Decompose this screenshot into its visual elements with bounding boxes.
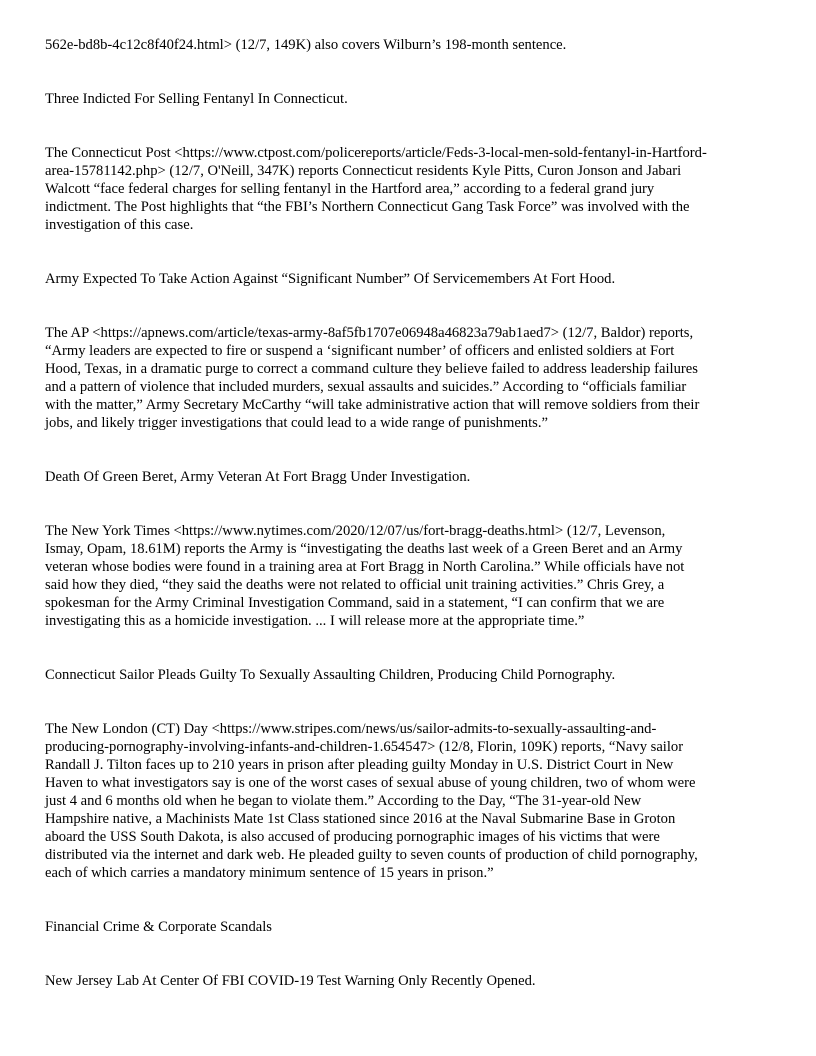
- headline-nj-lab: New Jersey Lab At Center Of FBI COVID-19 Test Warning Only Recently Opened.: [45, 973, 536, 989]
- headline-sailor: Connecticut Sailor Pleads Guilty To Sexually Assaulting Children, Producing Child Pornography.: [45, 667, 616, 683]
- block-spacer: [45, 432, 773, 468]
- block-spacer: [45, 108, 773, 144]
- block-spacer: [45, 882, 773, 918]
- block-spacer: [45, 288, 773, 324]
- article-nytimes: The New York Times <https://www.nytimes.com/2020/12/07/us/fort-bragg-deaths.html> (12/7, Levenson, Ismay, Opam, 18.61M) reports the Army is “investigating the deaths last week of a Green Beret and an Army veteran whose bodies were found in a training area at Fort Bragg in North Carolina.” While officials have not said how they died, “they said the deaths were not related to official unit training activities.” Chris Grey, a spokesman for the Army Criminal Investigation Command, said in a statement, “I can confirm that we are investigating this as a homicide investigation. ... I will release more at the appropriate time.”: [45, 523, 685, 629]
- section-financial-crime: Financial Crime & Corporate Scandals: [45, 919, 272, 935]
- block-spacer: [45, 486, 773, 522]
- fragment-wilburn: 562e-bd8b-4c12c8f40f24.html> (12/7, 149K) also covers Wilburn’s 198-month sentence.: [45, 37, 567, 53]
- block-spacer: [45, 234, 773, 270]
- block-spacer: [45, 936, 773, 972]
- headline-fort-bragg: Death Of Green Beret, Army Veteran At Fort Bragg Under Investigation.: [45, 469, 471, 485]
- block-spacer: [45, 684, 773, 720]
- block-spacer: [45, 630, 773, 666]
- document-page: [45, 36, 773, 990]
- block-spacer: [45, 54, 773, 90]
- article-new-london-day: The New London (CT) Day <https://www.stripes.com/news/us/sailor-admits-to-sexually-assaulting-and- producing-pornography-involving-infants-and-children-1.654547> (12/8, Florin, 109K) reports, “Navy sailor Randall J. Tilton faces up to 210 years in prison after pleading guilty Monday in U.S. District Court in New Haven to what investigators say is one of the worst cases of sexual abuse of young children, two of whom were just 4 and 6 months old when he began to violate them.” According to the Day, “The 31-year-old New Hampshire native, a Machinists Mate 1st Class stationed since 2016 at the Naval Submarine Base in Groton aboard the USS South Dakota, is also accused of producing pornographic images of his victims that were distributed via the internet and dark web. He pleaded guilty to seven counts of production of child pornography, each of which carries a mandatory minimum sentence of 15 years in prison.”: [45, 721, 698, 881]
- article-ctpost: The Connecticut Post <https://www.ctpost.com/policereports/article/Feds-3-local-men-sold-fentanyl-in-Hartford- area-15781142.php> (12/7, O'Neill, 347K) reports Connecticut residents Kyle Pitts, Curon Jonson and Jabari Walcott “face federal charges for selling fentanyl in the Hartford area,” according to a federal grand jury indictment. The Post highlights that “the FBI’s Northern Connecticut Gang Task Force” was involved with the investigation of this case.: [45, 145, 707, 233]
- article-ap: The AP <https://apnews.com/article/texas-army-8af5fb1707e06948a46823a79ab1aed7> (12/7, Baldor) reports, “Army leaders are expected to fire or suspend a ‘significant number’ of officers and enlisted soldiers at Fort Hood, Texas, in a dramatic purge to correct a command culture they believe failed to address leadership failures and a pattern of violence that included murders, sexual assaults and suicides.” According to “officials familiar with the matter,” Army Secretary McCarthy “will take administrative action that will remove soldiers from their jobs, and likely trigger investigations that could lead to a wide range of punishments.”: [45, 325, 700, 431]
- headline-fort-hood: Army Expected To Take Action Against “Significant Number” Of Servicemembers At Fort Hood.: [45, 271, 616, 287]
- headline-fentanyl: Three Indicted For Selling Fentanyl In Connecticut.: [45, 91, 348, 107]
